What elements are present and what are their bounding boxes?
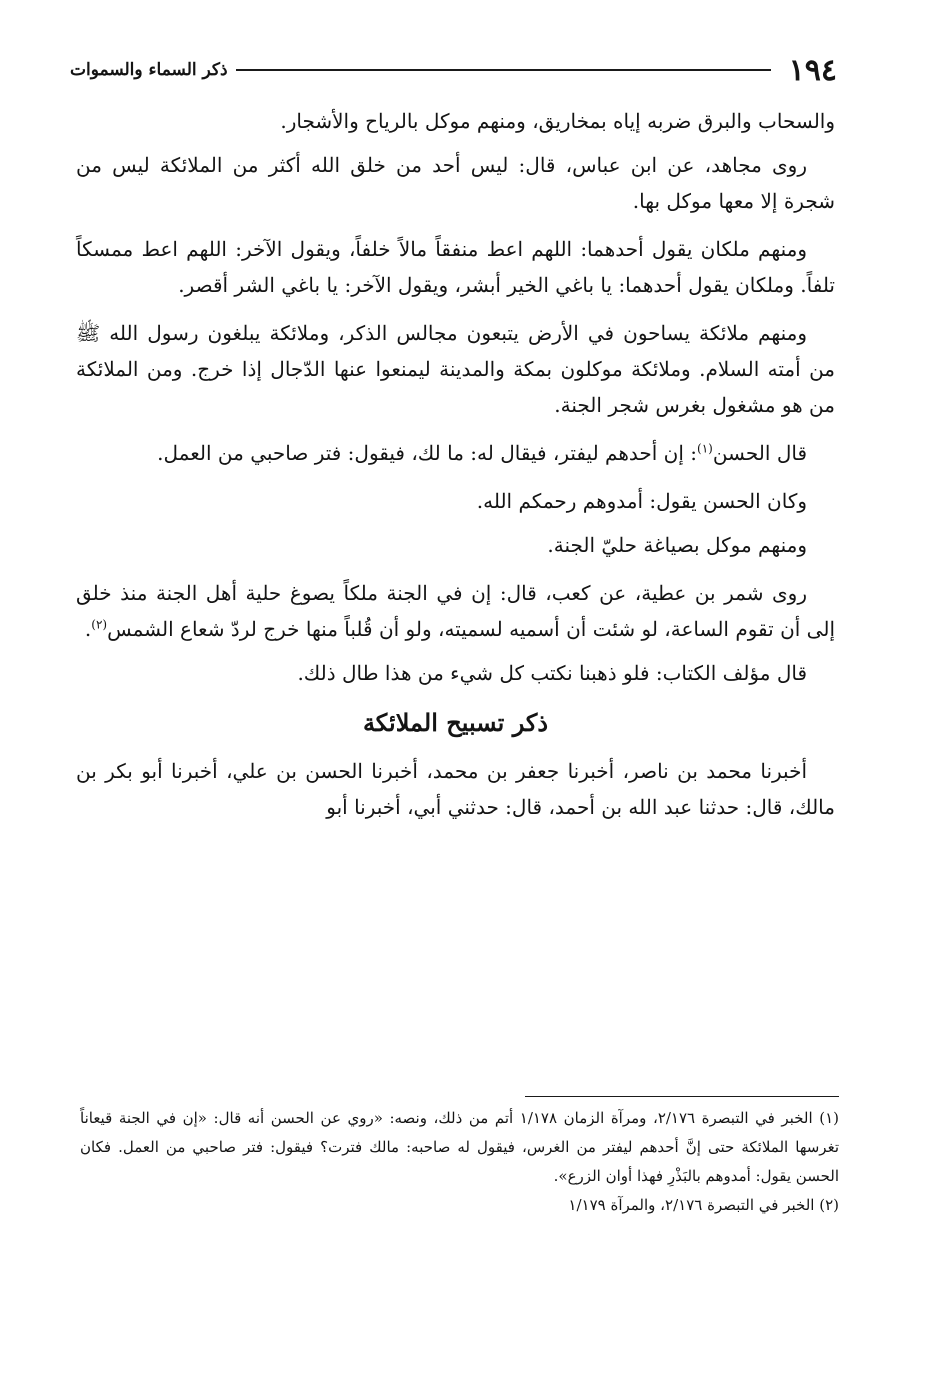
- footnote-marker: (٢): [91, 617, 108, 632]
- paragraph: روى مجاهد، عن ابن عباس، قال: ليس أحد من خلق الله أكثر من الملائكة ليس من شجرة إلا معها موكل بها.: [76, 153, 835, 213]
- footnotes: [80, 1104, 839, 1220]
- paragraph-text: : إن أحدهم ليفتر، فيقال له: ما لك، فيقول: فتر صاحبي من العمل.: [157, 441, 697, 465]
- section-heading: ذكر تسبيح الملائكة: [362, 708, 549, 737]
- kaab-paragraph: [76, 575, 835, 647]
- paragraph: ومنهم ملكان يقول أحدهما: اللهم اعط منفقاً مالاً خلفاً، ويقول الآخر: اللهم اعط ممسكاً تلفاً. وملكان يقول أحدهما: يا باغي الخير أبشر، ويقول الآخر: يا باغي الشر أقصر.: [76, 237, 835, 297]
- footnote-marker: (١): [697, 441, 713, 456]
- paragraph: وكان الحسن يقول: أمدوهم رحمكم الله.: [476, 489, 807, 513]
- footnote: (٢) الخبر في التبصرة ٢/١٧٦، والمرآة ١/١٧٩: [568, 1196, 839, 1214]
- paragraph: أخبرنا محمد بن ناصر، أخبرنا جعفر بن محمد، أخبرنا الحسن بن علي، أخبرنا أبو بكر بن مالك، قال: حدثنا عبد الله بن أحمد، قال: حدثني أبي، أخبرنا أبو: [76, 759, 835, 819]
- page-header: [70, 50, 837, 90]
- paragraph-text: قال الحسن: [712, 441, 807, 465]
- hasan-paragraph: [76, 435, 835, 471]
- running-title: ذكر السماء والسموات: [70, 60, 228, 80]
- paragraph: والسحاب والبرق ضربه إياه بمخاريق، ومنهم موكل بالرياح والأشجار.: [280, 109, 835, 133]
- paragraph-text: روى شمر بن عطية، عن كعب، قال: إن في الجنة ملكاً يصوغ حلية أهل الجنة منذ خلق إلى أن تقوم الساعة، لو شئت أن أسميه لسميته، ولو أن قُلباً منها خرج لردّ شعاع الشمس: [76, 581, 835, 641]
- paragraph: ومنهم موكل بصياغة حليّ الجنة.: [547, 533, 807, 557]
- page-number: ١٩٤: [788, 52, 837, 88]
- header-rule: [236, 69, 771, 71]
- paragraph: قال مؤلف الكتاب: فلو ذهبنا نكتب كل شيء من هذا طال ذلك.: [297, 661, 807, 685]
- paragraph: ومنهم ملائكة يساحون في الأرض يتبعون مجالس الذكر، وملائكة يبلغون رسول الله ﷺ من أمته السلام. وملائكة موكلون بمكة والمدينة ليمنعوا عنها الدّجال إذا خرج. ومن الملائكة من هو مشغول بغرس شجر الجنة.: [76, 321, 835, 417]
- paragraph-end: .: [84, 617, 92, 641]
- footnote: (١) الخبر في التبصرة ٢/١٧٦، ومرآة الزمان ١/١٧٨ أتم من ذلك، ونصه: «روي عن الحسن أنه قال: «إن في الجنة قيعاناً تغرسها الملائكة حتى إنَّ أحدهم ليفتر من الغرس، فيقول له صاحبه: مالك فترت؟ فيقول: فتر صاحبي من العمل. فكان الحسن يقول: أمدوهم بالبَذْرِ فهذا أوان الزرع».: [80, 1109, 839, 1185]
- main-text: [76, 103, 835, 837]
- footnote-rule: [525, 1096, 839, 1097]
